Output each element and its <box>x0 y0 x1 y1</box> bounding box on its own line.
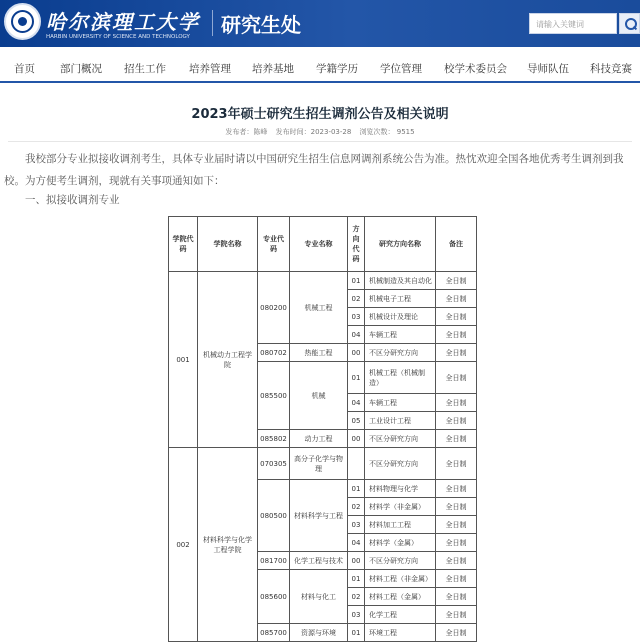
direction-code: 04 <box>348 534 365 552</box>
school-name-en: HARBIN UNIVERSITY OF SCIENCE AND TECHNOLOGY <box>46 34 190 40</box>
direction-code: 01 <box>348 480 365 498</box>
direction-code: 03 <box>348 516 365 534</box>
direction-name: 工业设计工程 <box>365 412 436 430</box>
direction-name: 不区分研究方向 <box>365 430 436 448</box>
remark: 全日制 <box>436 570 477 588</box>
header-remarks: 备注 <box>436 217 477 272</box>
direction-code: 04 <box>348 394 365 412</box>
major-code: 085700 <box>258 624 290 642</box>
direction-name: 不区分研究方向 <box>365 448 436 480</box>
direction-code: 01 <box>348 570 365 588</box>
header-major-code: 专业代码 <box>258 217 290 272</box>
direction-name: 材料工程（非金属） <box>365 570 436 588</box>
section-heading: 一、拟接收调剂专业 <box>25 194 120 206</box>
nav-item-degree[interactable]: 学位管理 <box>380 63 422 75</box>
table-header-row <box>169 217 477 272</box>
major-code: 080702 <box>258 344 290 362</box>
direction-code: 01 <box>348 624 365 642</box>
direction-code: 05 <box>348 412 365 430</box>
header-direction-code: 方向代码 <box>348 217 365 272</box>
direction-name: 材料工程（金属） <box>365 588 436 606</box>
direction-name: 不区分研究方向 <box>365 552 436 570</box>
direction-name: 机械设计及理论 <box>365 308 436 326</box>
major-code: 081700 <box>258 552 290 570</box>
direction-name: 环境工程 <box>365 624 436 642</box>
major-name: 动力工程 <box>290 430 348 448</box>
major-name: 资源与环境 <box>290 624 348 642</box>
direction-code: 03 <box>348 308 365 326</box>
direction-code: 00 <box>348 430 365 448</box>
remark: 全日制 <box>436 326 477 344</box>
nav-item-home[interactable]: 首页 <box>14 63 35 75</box>
view-count: 浏览次数： 9515 <box>359 128 415 136</box>
direction-code: 03 <box>348 606 365 624</box>
search-icon[interactable] <box>619 13 640 34</box>
direction-name: 不区分研究方向 <box>365 344 436 362</box>
remark: 全日制 <box>436 588 477 606</box>
college-code: 002 <box>169 448 198 642</box>
remark: 全日制 <box>436 480 477 498</box>
majors-table <box>168 216 477 642</box>
major-code: 085500 <box>258 362 290 430</box>
direction-code: 02 <box>348 588 365 606</box>
meta-divider <box>8 141 632 142</box>
remark: 全日制 <box>436 606 477 624</box>
publisher: 发布者：陈峰 <box>225 128 268 136</box>
direction-name: 材料学（非金属） <box>365 498 436 516</box>
direction-code: 02 <box>348 498 365 516</box>
nav-item-supervisors[interactable]: 导师队伍 <box>527 63 569 75</box>
intro-paragraph: 我校部分专业拟接收调剂考生，具体专业届时请以中国研究生招生信息网调剂系统公告为准。热忱欢迎全国各地优秀考生调剂到我校。为方便考生调剂，现就有关事项通知如下： <box>4 153 624 187</box>
major-code: 085802 <box>258 430 290 448</box>
college-name: 材料科学与化学工程学院 <box>198 448 258 642</box>
direction-code: 04 <box>348 326 365 344</box>
nav-item-records[interactable]: 学籍学历 <box>316 63 358 75</box>
direction-name: 材料加工工程 <box>365 516 436 534</box>
remark: 全日制 <box>436 430 477 448</box>
header-divider <box>212 10 213 36</box>
major-code: 070305 <box>258 448 290 480</box>
remark: 全日制 <box>436 394 477 412</box>
nav-item-overview[interactable]: 部门概况 <box>60 63 102 75</box>
nav-item-committee[interactable]: 校学术委员会 <box>444 63 507 75</box>
remark: 全日制 <box>436 624 477 642</box>
college-code: 001 <box>169 272 198 448</box>
major-name: 机械 <box>290 362 348 430</box>
direction-name: 机械电子工程 <box>365 290 436 308</box>
major-name: 材料与化工 <box>290 570 348 624</box>
nav-item-bases[interactable]: 培养基地 <box>252 63 294 75</box>
remark: 全日制 <box>436 516 477 534</box>
site-title[interactable]: 研究生处 <box>221 13 301 37</box>
remark: 全日制 <box>436 412 477 430</box>
major-code: 080500 <box>258 480 290 552</box>
remark: 全日制 <box>436 534 477 552</box>
remark: 全日制 <box>436 290 477 308</box>
nav-item-admissions[interactable]: 招生工作 <box>124 63 166 75</box>
site-header <box>0 0 640 47</box>
major-name: 高分子化学与物理 <box>290 448 348 480</box>
major-name: 化学工程与技术 <box>290 552 348 570</box>
remark: 全日制 <box>436 344 477 362</box>
major-code: 085600 <box>258 570 290 624</box>
remark: 全日制 <box>436 308 477 326</box>
remark: 全日制 <box>436 448 477 480</box>
direction-name: 机械制造及其自动化 <box>365 272 436 290</box>
direction-code: 00 <box>348 552 365 570</box>
direction-name: 材料物理与化学 <box>365 480 436 498</box>
search-input[interactable]: 请输入关键词 <box>529 13 617 34</box>
direction-code: 00 <box>348 344 365 362</box>
direction-name: 车辆工程 <box>365 326 436 344</box>
table-row <box>169 448 477 480</box>
header-college-name: 学院名称 <box>198 217 258 272</box>
major-name: 材料科学与工程 <box>290 480 348 552</box>
publish-date: 发布时间：2023-03-28 <box>275 128 352 136</box>
remark: 全日制 <box>436 498 477 516</box>
college-name: 机械动力工程学院 <box>198 272 258 448</box>
school-name-cn[interactable]: 哈尔滨理工大学 <box>46 10 200 34</box>
direction-code: 01 <box>348 362 365 394</box>
nav-item-competitions[interactable]: 科技竞赛 <box>590 63 632 75</box>
direction-code: 01 <box>348 272 365 290</box>
direction-name: 车辆工程 <box>365 394 436 412</box>
direction-code: 02 <box>348 290 365 308</box>
direction-name: 材料学（金属） <box>365 534 436 552</box>
major-name: 机械工程 <box>290 272 348 344</box>
article-meta <box>0 127 640 137</box>
remark: 全日制 <box>436 362 477 394</box>
table-row <box>169 272 477 290</box>
remark: 全日制 <box>436 272 477 290</box>
header-major-name: 专业名称 <box>290 217 348 272</box>
article-title: 2023年硕士研究生招生调剂公告及相关说明 <box>191 107 449 122</box>
nav-item-training[interactable]: 培养管理 <box>189 63 231 75</box>
direction-name: 化学工程 <box>365 606 436 624</box>
header-direction-name: 研究方向名称 <box>365 217 436 272</box>
remark: 全日制 <box>436 552 477 570</box>
main-nav <box>0 57 640 79</box>
nav-underline <box>0 81 640 83</box>
header-college-code: 学院代码 <box>169 217 198 272</box>
direction-name: 机械工程（机械制造） <box>365 362 436 394</box>
university-logo-icon[interactable] <box>4 3 41 40</box>
major-name: 热能工程 <box>290 344 348 362</box>
direction-code <box>348 448 365 480</box>
major-code: 080200 <box>258 272 290 344</box>
